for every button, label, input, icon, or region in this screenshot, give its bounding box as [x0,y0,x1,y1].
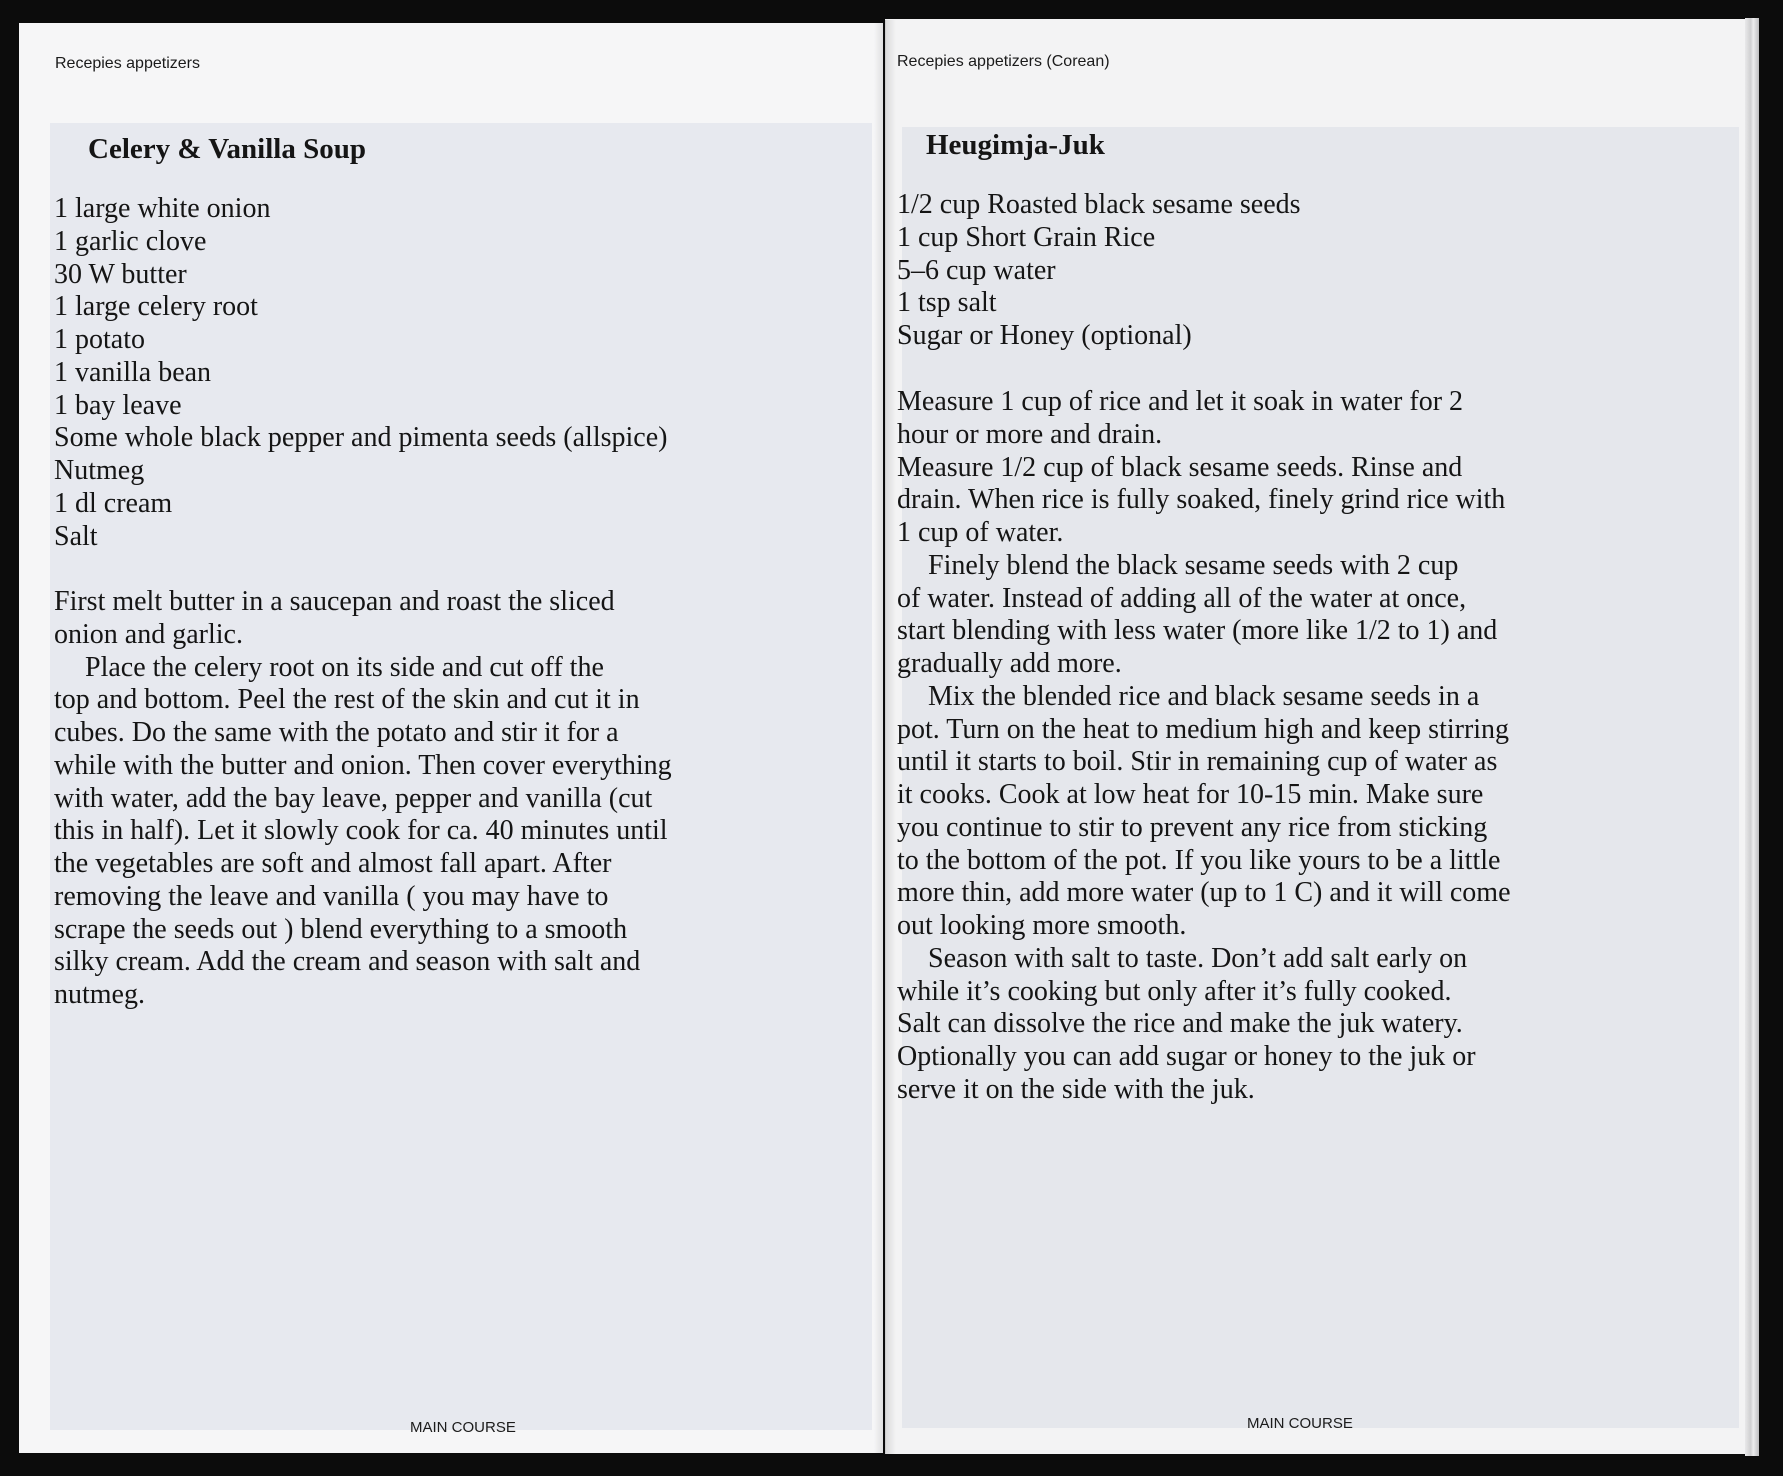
method-line: Finely blend the black sesame seeds with 2 cup [928,549,1459,581]
ingredient-item: 30 W butter [54,258,187,290]
method-line: Measure 1 cup of rice and let it soak in water for 2 [897,386,1464,417]
left-running-head: Recepies appetizers [55,55,200,72]
ingredient-item: 1 large white onion [54,193,271,224]
left-recipe-title: Celery & Vanilla Soup [88,133,366,165]
right-ingredient-list [897,189,1301,353]
method-line: nutmeg. [54,979,145,1010]
ingredient-item: Nutmeg [54,455,145,486]
method-line: Optionally you can add sugar or honey to the juk or [897,1041,1476,1072]
left-method-text [54,586,672,1012]
method-line: until it starts to boil. Stir in remaining cup of water as [897,746,1498,778]
ingredient-item: 1 potato [54,324,145,355]
method-line: more thin, add more water (up to 1 C) and it will come [897,877,1511,909]
book-gutter [874,20,896,1456]
left-page [19,23,883,1453]
method-line: with water, add the bay leave, pepper and vanilla (cut [54,782,653,814]
method-line: this in half). Let it slowly cook for ca. 40 minutes until [54,815,668,847]
method-line: the vegetables are soft and almost fall apart. After [54,848,612,879]
ingredient-item: 5–6 cup water [897,254,1056,286]
method-line: out looking more smooth. [897,910,1187,941]
method-line: of water. Instead of adding all of the water at once, [897,582,1467,614]
method-line: start blending with less water (more like 1/2 to 1) and [897,615,1498,647]
method-line: silky cream. Add the cream and season with salt and [54,946,641,978]
ingredient-item: 1 dl cream [54,487,173,519]
ingredient-item: 1/2 cup Roasted black sesame seeds [897,189,1301,220]
method-line: serve it on the side with the juk. [897,1073,1255,1105]
page-edges [1745,18,1759,1456]
left-footer: MAIN COURSE [410,1419,516,1436]
ingredient-item: Some whole black pepper and pimenta seeds (allspice) [54,422,668,454]
right-footer: MAIN COURSE [1247,1415,1353,1432]
method-line: while with the butter and onion. Then cover everything [54,749,672,781]
ingredient-item: 1 cup Short Grain Rice [897,221,1156,253]
method-line: gradually add more. [897,648,1122,679]
method-line: while it’s cooking but only after it’s fully cooked. [897,975,1452,1007]
method-line: to the bottom of the pot. If you like yours to be a little [897,844,1501,876]
method-line: hour or more and drain. [897,418,1163,450]
method-line: First melt butter in a saucepan and roast the sliced [54,586,615,617]
right-method-text [897,386,1511,1107]
method-line: top and bottom. Peel the rest of the skin and cut it in [54,684,640,716]
ingredient-item: Sugar or Honey (optional) [897,320,1192,351]
method-line: it cooks. Cook at low heat for 10-15 min. Make sure [897,779,1484,810]
right-page [885,19,1747,1454]
method-line: cubes. Do the same with the potato and stir it for a [54,717,619,748]
method-line: pot. Turn on the heat to medium high and keep stirring [897,713,1510,745]
method-line: Salt can dissolve the rice and make the juk watery. [897,1008,1463,1040]
method-line: removing the leave and vanilla ( you may have to [54,880,609,912]
method-line: Mix the blended rice and black sesame seeds in a [928,680,1480,712]
method-line: onion and garlic. [54,618,243,650]
ingredient-item: 1 bay leave [54,389,182,421]
method-line: Place the celery root on its side and cut off the [85,651,604,683]
method-line: 1 cup of water. [897,517,1064,548]
ingredient-item: 1 vanilla bean [54,356,212,388]
method-line: scrape the seeds out ) blend everything to a smooth [54,913,628,945]
method-line: you continue to stir to prevent any rice from sticking [897,811,1488,843]
right-running-head: Recepies appetizers (Corean) [897,53,1110,70]
ingredient-item: Salt [54,520,98,552]
left-ingredient-list [54,193,667,553]
method-line: Season with salt to taste. Don’t add salt early on [928,942,1468,974]
method-line: Measure 1/2 cup of black sesame seeds. Rinse and [897,451,1463,483]
ingredient-item: 1 garlic clove [54,225,207,257]
method-line: drain. When rice is fully soaked, finely grind rice with [897,484,1506,516]
ingredient-item: 1 large celery root [54,291,258,323]
right-recipe-title: Heugimja-Juk [926,129,1105,161]
ingredient-item: 1 tsp salt [897,287,997,319]
